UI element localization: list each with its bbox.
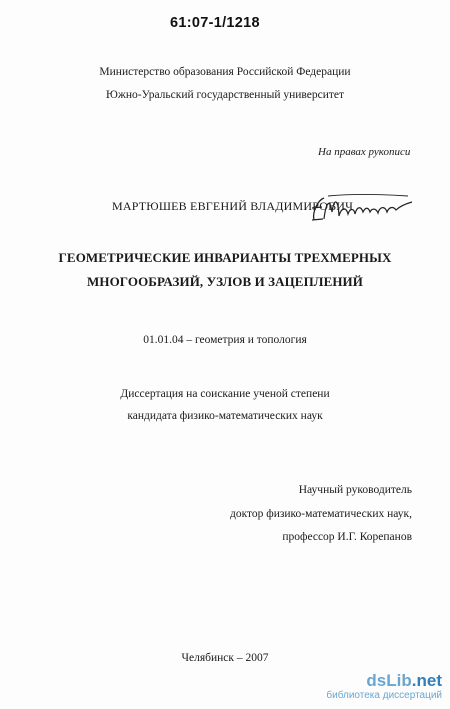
supervisor-name: профессор И.Г. Корепанов (282, 531, 412, 543)
dslib-logo-suffix: .net (411, 671, 442, 690)
specialty-code: 01.01.04 – геометрия и топология (143, 334, 307, 346)
manuscript-rights-note: На правах рукописи (318, 146, 411, 158)
author-signature (308, 190, 418, 230)
supervisor-degree: доктор физико-математических наук, (229, 508, 412, 520)
dslib-logo[interactable] (326, 672, 442, 690)
degree-line-1: Диссертация на соискание ученой степени (120, 388, 330, 400)
author-name: МАРТЮШЕВ ЕВГЕНИЙ ВЛАДИМИРОВИЧ (112, 199, 354, 213)
dissertation-title-line-1: ГЕОМЕТРИЧЕСКИЕ ИНВАРИАНТЫ ТРЕХМЕРНЫХ (58, 250, 392, 265)
dissertation-title-line-2: МНОГООБРАЗИЙ, УЗЛОВ И ЗАЦЕПЛЕНИЙ (87, 274, 363, 289)
city-year: Челябинск – 2007 (181, 652, 269, 664)
supervisor-role: Научный руководитель (298, 484, 412, 496)
archive-stamp-number: 61:07-1/1218 (170, 15, 260, 31)
university-line: Южно-Уральский государственный университет (105, 89, 345, 101)
dslib-subtitle: библиотека диссертаций (326, 690, 442, 701)
ministry-line: Министерство образования Российской Федерации (99, 66, 351, 78)
degree-line-2: кандидата физико-математических наук (127, 410, 323, 422)
dslib-logo-prefix: dsLib (366, 671, 412, 690)
dslib-watermark[interactable] (326, 672, 442, 702)
